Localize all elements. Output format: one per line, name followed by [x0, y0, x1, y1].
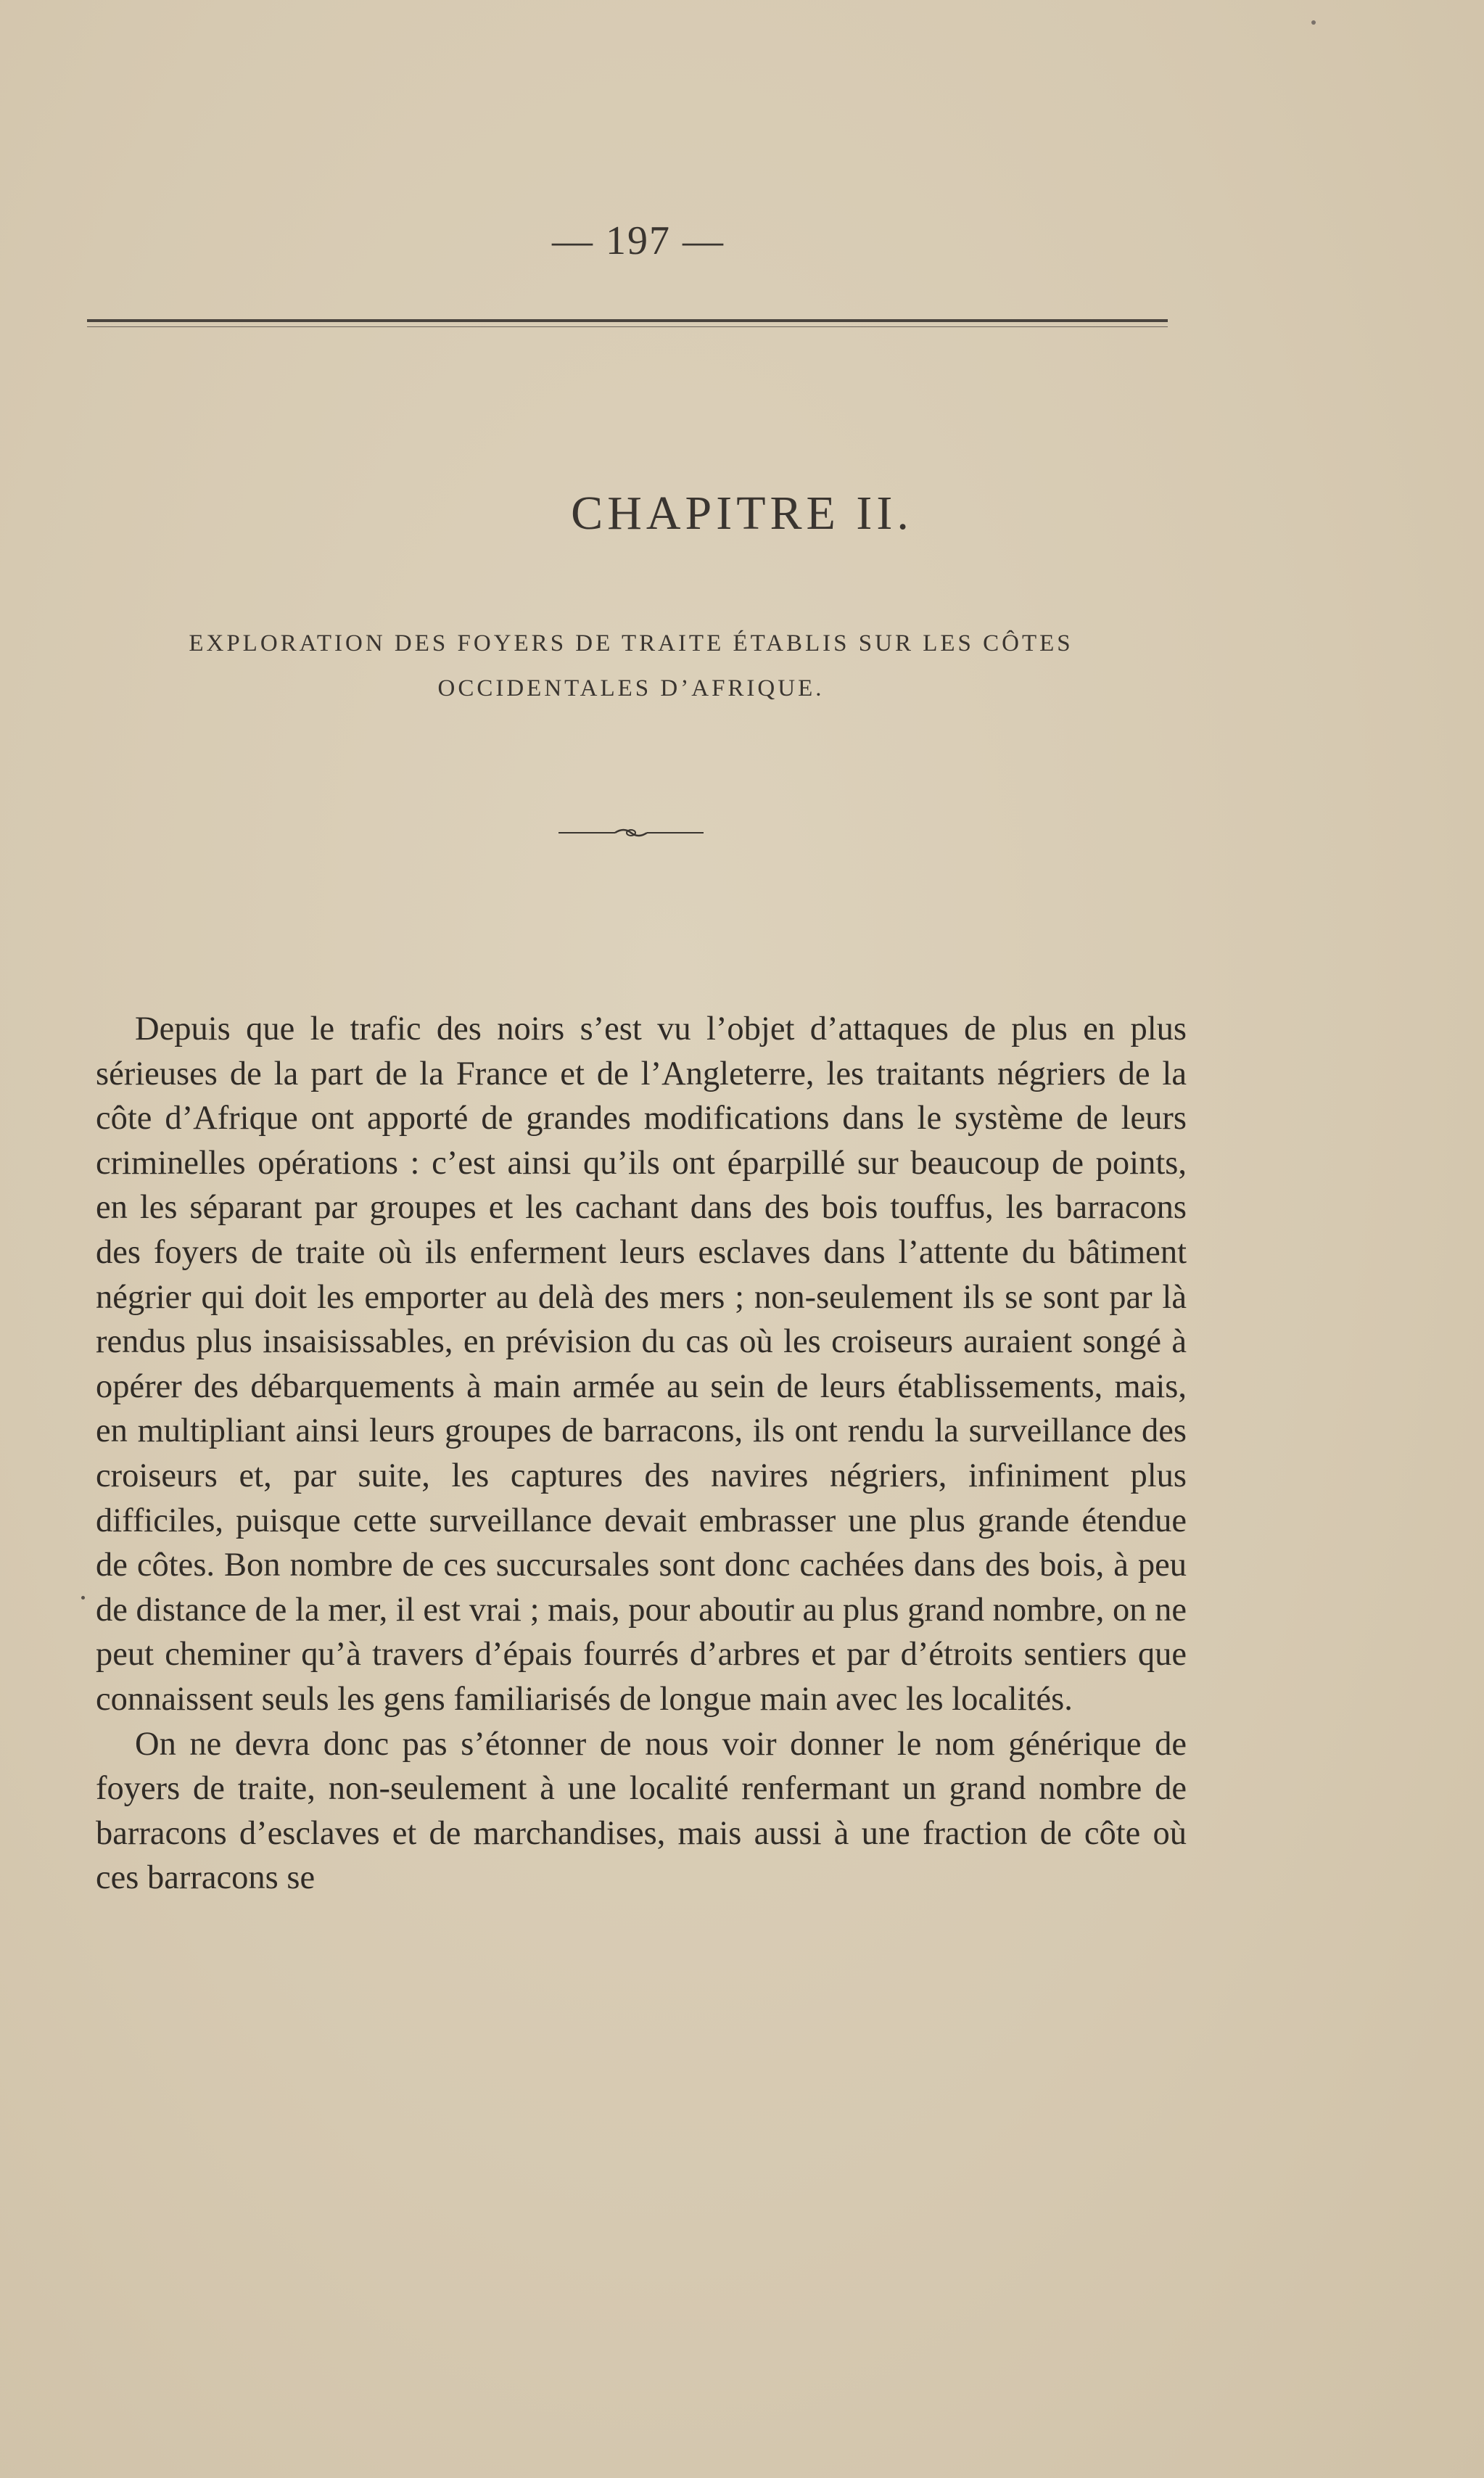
margin-mark [81, 1596, 85, 1600]
header-rule [87, 319, 1168, 322]
paragraph-2: On ne devra donc pas s’étonner de nous voir donner le nom générique de foyers de traite, non-seulement à une localité renfermant un grand nombre de barracons d’esclaves et de marchandises, mais aussi à une fraction de côte où ces barracons se [96, 1725, 1187, 1897]
ornament-divider [558, 826, 704, 840]
chapter-subtitle [87, 621, 1175, 711]
paragraph-1: Depuis que le trafic des noirs s’est vu l’objet d’attaques de plus en plus sérieuses de la part de la France et de l’Angleterre, les traitants négriers de la côte d’Afrique ont apporté de grandes modifications dans le système de leurs criminelles opérations : c’est ainsi qu’ils ont éparpillé sur beaucoup de points, en les séparant par groupes et les cachant dans des bois touffus, les barracons des foyers de traite où ils enferment leurs esclaves dans l’attente du bâtiment négrier qui doit les emporter au delà des mers ; non-seulement ils se sont par là rendus plus insaisissables, en prévision du cas où les croiseurs auraient songé à opérer des débarquements à main armée au sein de leurs établissements, mais, en multipliant ainsi leurs groupes de barracons, ils ont rendu la surveillance des croiseurs et, par suite, les captures des navires négriers, infiniment plus difficiles, puisque cette surveillance devait embrasser une plus grande étendue de côtes. Bon nombre de ces succursales sont donc cachées dans des bois, à peu de distance de la mer, il est vrai ; mais, pour aboutir au plus grand nombre, on ne peut cheminer qu’à travers d’épais fourrés d’arbres et par d’étroits sentiers que connaissent seuls les gens familiarisés de longue main avec les localités. [96, 1010, 1187, 1718]
body-text [96, 1007, 1187, 1901]
page-number: — 197 — [552, 218, 725, 263]
chapter-title: CHAPITRE II. [571, 487, 913, 540]
chapter-subtitle-line-2: OCCIDENTALES D’AFRIQUE. [437, 675, 825, 701]
paper-speck [1311, 20, 1316, 25]
header-rule-thin [87, 326, 1168, 327]
chapter-subtitle-line-1: EXPLORATION DES FOYERS DE TRAITE ÉTABLIS SUR LES CÔTES [189, 630, 1073, 656]
